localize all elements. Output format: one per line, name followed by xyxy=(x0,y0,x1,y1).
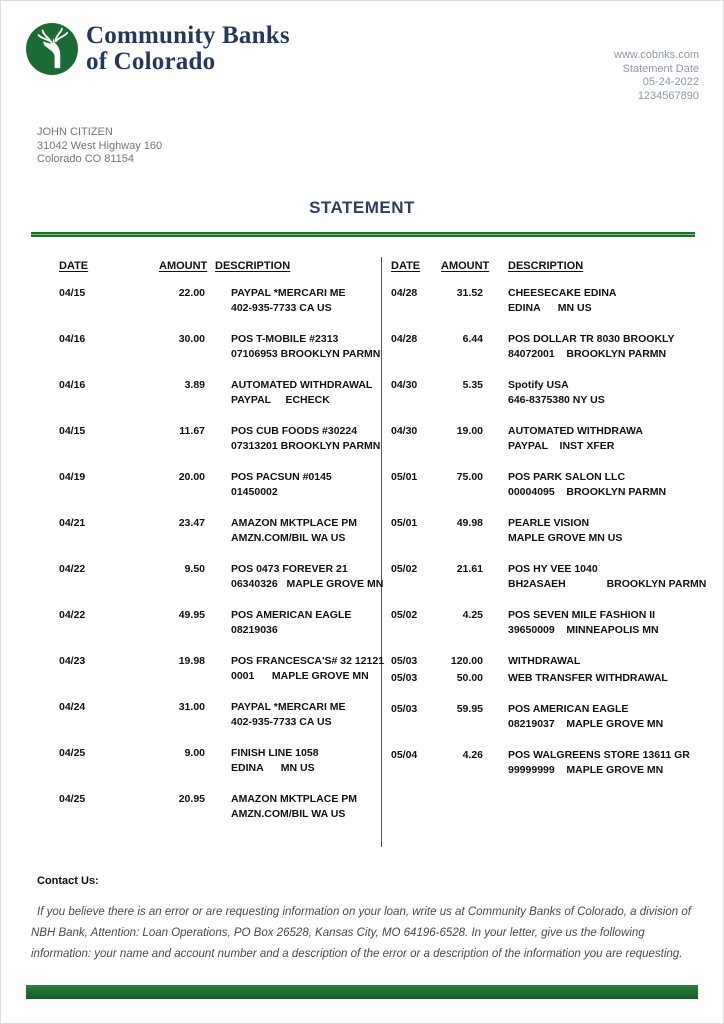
transaction-description-line: AMZN.COM/BIL WA US xyxy=(231,532,346,544)
amount-column-header: AMOUNT xyxy=(441,260,490,272)
page-title: STATEMENT xyxy=(309,198,415,217)
transaction-description xyxy=(483,671,713,686)
transaction-description xyxy=(205,792,374,822)
transaction-description xyxy=(483,286,713,316)
transaction-amount: 4.26 xyxy=(462,749,483,761)
transaction-amount: 21.61 xyxy=(456,563,483,575)
transactions-column-right xyxy=(391,259,713,794)
transaction-row xyxy=(391,608,713,638)
transaction-description-line: EDINA MN US xyxy=(231,762,315,774)
transaction-description-line: PEARLE VISION xyxy=(508,517,590,529)
transaction-description xyxy=(483,748,713,778)
transaction-date: 05/03 xyxy=(391,672,418,684)
transaction-amount: 49.95 xyxy=(178,609,205,621)
transaction-row xyxy=(59,654,385,684)
transaction-amount: 9.00 xyxy=(184,747,205,759)
transaction-date: 04/22 xyxy=(59,609,86,621)
transaction-description xyxy=(483,516,713,546)
transaction-amount: 5.35 xyxy=(462,379,483,391)
transaction-description xyxy=(483,608,713,638)
transaction-description xyxy=(205,378,374,408)
transaction-row xyxy=(59,332,381,362)
transaction-description-line: 39650009 MINNEAPOLIS MN xyxy=(508,624,659,636)
transaction-description-line: PAYPAL *MERCARI ME xyxy=(231,287,346,299)
transaction-description-line: Spotify USA xyxy=(508,379,569,391)
table-header-row xyxy=(59,259,374,274)
transaction-row xyxy=(391,424,713,454)
transaction-description-line: 07106953 BROOKLYN PARMN xyxy=(231,348,381,360)
transaction-description xyxy=(205,608,374,638)
transaction-description xyxy=(483,470,713,500)
transaction-amount: 9.50 xyxy=(184,563,205,575)
transaction-description xyxy=(205,332,380,362)
transaction-description-line: 0001 MAPLE GROVE MN xyxy=(231,670,369,682)
transaction-date: 04/28 xyxy=(391,287,418,299)
transaction-description-line: POS DOLLAR TR 8030 BROOKLY xyxy=(508,333,675,345)
recipient-address-line2: Colorado CO 81154 xyxy=(37,153,135,165)
transaction-amount: 19.98 xyxy=(178,655,205,667)
title-divider-rule xyxy=(31,232,695,237)
transaction-description xyxy=(205,746,374,776)
transaction-description-line: 00004095 BROOKLYN PARMN xyxy=(508,486,667,498)
transaction-description-line: WITHDRAWAL xyxy=(508,655,581,667)
bank-website: www.cobnks.com xyxy=(614,49,699,61)
transaction-row xyxy=(391,286,713,316)
transaction-amount: 20.00 xyxy=(178,471,205,483)
transaction-description-line: PAYPAL INST XFER xyxy=(508,440,615,452)
transaction-amount: 50.00 xyxy=(456,672,483,684)
transaction-description-line: 08219037 MAPLE GROVE MN xyxy=(508,718,664,730)
statement-date-value: 05-24-2022 xyxy=(642,76,699,88)
transaction-amount: 75.00 xyxy=(456,471,483,483)
transaction-row xyxy=(391,702,713,732)
transaction-description-line: 402-935-7733 CA US xyxy=(231,302,332,314)
transaction-description-line: AMZN.COM/BIL WA US xyxy=(231,808,346,820)
transaction-description-line: 06340326 MAPLE GROVE MN xyxy=(231,578,384,590)
transaction-description-line: MAPLE GROVE MN US xyxy=(508,532,623,544)
transaction-date: 04/28 xyxy=(391,333,418,345)
transaction-date: 04/16 xyxy=(59,379,86,391)
transaction-row xyxy=(391,516,713,546)
transaction-date: 04/22 xyxy=(59,563,86,575)
contact-us-label: Contact Us: xyxy=(37,875,99,887)
amount-column-header: AMOUNT xyxy=(159,260,208,272)
transaction-date: 05/01 xyxy=(391,517,418,529)
transaction-description-line: PAYPAL ECHECK xyxy=(231,394,330,406)
transaction-description-line: 84072001 BROOKLYN PARMN xyxy=(508,348,667,360)
error-notice-text: If you believe there is an error or are requesting information on your loan, write us at Community Banks of Colorado, a division of NBH Bank, Attention: Loan Operations, PO Box 26528, Kansas City, MO 64196-6528. In your letter, give us the following information: your name and account number and a description of the error or a description of the information you are requesting. xyxy=(31,906,691,960)
transaction-amount: 6.44 xyxy=(462,333,483,345)
transaction-date: 05/03 xyxy=(391,703,418,715)
transaction-row xyxy=(391,332,713,362)
transaction-description-line: AUTOMATED WITHDRAWA xyxy=(508,425,643,437)
transaction-description xyxy=(205,654,384,684)
transaction-description-line: FINISH LINE 1058 xyxy=(231,747,319,759)
transaction-description xyxy=(205,286,374,316)
transaction-amount: 11.67 xyxy=(179,425,205,437)
transaction-date: 04/25 xyxy=(59,793,86,805)
transaction-description-line: CHEESECAKE EDINA xyxy=(508,287,617,299)
bank-name-line2: of Colorado xyxy=(86,48,216,75)
transaction-row xyxy=(59,792,374,822)
transaction-description-line: AMAZON MKTPLACE PM xyxy=(231,793,357,805)
transaction-row xyxy=(59,286,374,316)
transaction-description-line: AMAZON MKTPLACE PM xyxy=(231,517,357,529)
description-column-header: DESCRIPTION xyxy=(508,260,584,272)
transaction-description-line: POS FRANCESCA'S# 32 12121 xyxy=(231,655,385,667)
transaction-amount: 4.25 xyxy=(462,609,483,621)
transaction-description-line: 08219036 xyxy=(231,624,278,636)
transaction-row xyxy=(59,562,384,592)
transaction-description xyxy=(205,516,374,546)
statement-date-label: Statement Date xyxy=(622,62,699,75)
account-number: 1234567890 xyxy=(637,89,699,102)
transaction-row xyxy=(59,746,374,776)
transaction-description-line: POS HY VEE 1040 xyxy=(508,563,598,575)
transaction-description xyxy=(205,424,380,454)
column-divider xyxy=(381,257,382,847)
transaction-amount: 59.95 xyxy=(456,703,483,715)
transaction-description xyxy=(483,332,713,362)
transaction-amount: 3.89 xyxy=(184,379,205,391)
transaction-description-line: POS 0473 FOREVER 21 xyxy=(231,563,348,575)
transaction-description-line: POS T-MOBILE #2313 xyxy=(231,333,339,345)
transaction-description-line: PAYPAL *MERCARI ME xyxy=(231,701,346,713)
description-column-header: DESCRIPTION xyxy=(215,260,291,272)
transaction-amount: 20.95 xyxy=(178,793,205,805)
transaction-description xyxy=(205,562,383,592)
transaction-description-line: EDINA MN US xyxy=(508,302,592,314)
transaction-date: 04/23 xyxy=(59,655,86,667)
transaction-description-line: AUTOMATED WITHDRAWAL xyxy=(231,379,373,391)
bank-name xyxy=(86,23,290,75)
footer-green-bar xyxy=(26,985,698,999)
transaction-description-line: 646-8375380 NY US xyxy=(508,394,605,406)
transaction-description xyxy=(483,424,713,454)
transaction-date: 04/16 xyxy=(59,333,86,345)
transaction-description xyxy=(483,702,713,732)
transaction-description xyxy=(483,654,713,669)
transaction-amount: 49.98 xyxy=(456,517,483,529)
transaction-amount: 19.00 xyxy=(456,425,483,437)
transaction-description xyxy=(483,378,713,408)
transaction-description-line: 402-935-7733 CA US xyxy=(231,716,332,728)
transaction-amount: 22.00 xyxy=(178,287,205,299)
transaction-description-line: POS WALGREENS STORE 13611 GR xyxy=(508,749,690,761)
transactions-column-left xyxy=(59,259,385,838)
transaction-row xyxy=(59,700,374,730)
transaction-row xyxy=(391,671,713,686)
recipient-address-line1: 31042 West Highway 160 xyxy=(37,139,163,152)
recipient-address-block xyxy=(37,126,162,167)
date-column-header: DATE xyxy=(391,260,421,272)
transaction-row xyxy=(59,424,381,454)
transaction-row xyxy=(391,654,713,669)
transaction-amount: 23.47 xyxy=(178,517,205,529)
transaction-amount: 31.52 xyxy=(456,287,483,299)
transaction-date: 04/30 xyxy=(391,379,418,391)
transaction-description-line: 07313201 BROOKLYN PARMN xyxy=(231,440,381,452)
transaction-description-line: POS SEVEN MILE FASHION II xyxy=(508,609,656,621)
bank-logo xyxy=(26,23,290,75)
transaction-date: 04/24 xyxy=(59,701,86,713)
transaction-amount: 30.00 xyxy=(178,333,205,345)
transaction-date: 05/02 xyxy=(391,563,418,575)
transaction-row xyxy=(391,378,713,408)
transaction-date: 04/25 xyxy=(59,747,86,759)
transaction-amount: 31.00 xyxy=(178,701,205,713)
date-column-header: DATE xyxy=(59,260,89,272)
transaction-date: 04/21 xyxy=(59,517,86,529)
statement-meta xyxy=(614,49,699,103)
transaction-row xyxy=(59,378,374,408)
transaction-description-line: 01450002 xyxy=(231,486,278,498)
transaction-date: 04/19 xyxy=(59,471,86,483)
transaction-amount: 120.00 xyxy=(450,655,483,667)
transaction-date: 04/30 xyxy=(391,425,418,437)
transaction-row xyxy=(391,470,713,500)
transaction-row xyxy=(391,748,713,778)
transaction-description-line: BH2ASAEH BROOKLYN PARMN xyxy=(508,578,707,590)
transaction-description-line: POS PARK SALON LLC xyxy=(508,471,626,483)
transaction-date: 05/04 xyxy=(391,749,418,761)
transaction-description-line: POS AMERICAN EAGLE xyxy=(231,609,352,621)
transaction-description-line: WEB TRANSFER WITHDRAWAL xyxy=(508,672,668,684)
transaction-row xyxy=(59,608,374,638)
transaction-date: 05/02 xyxy=(391,609,418,621)
transaction-description-line: POS AMERICAN EAGLE xyxy=(508,703,629,715)
transaction-date: 05/01 xyxy=(391,471,418,483)
transaction-row xyxy=(59,516,374,546)
bank-name-line1: Community Banks xyxy=(86,22,290,49)
transaction-description-line: POS PACSUN #0145 xyxy=(231,471,332,483)
transaction-date: 05/03 xyxy=(391,655,418,667)
elk-logo-icon xyxy=(26,23,78,75)
table-header-row xyxy=(391,259,713,274)
transaction-description-line: POS CUB FOODS #30224 xyxy=(231,425,358,437)
transaction-description xyxy=(205,470,374,500)
transaction-description-line: 99999999 MAPLE GROVE MN xyxy=(508,764,664,776)
transaction-description xyxy=(483,562,713,592)
transaction-date: 04/15 xyxy=(59,425,86,437)
transaction-date: 04/15 xyxy=(59,287,86,299)
transaction-row xyxy=(391,562,713,592)
recipient-name: JOHN CITIZEN xyxy=(37,126,113,138)
transaction-row xyxy=(59,470,374,500)
transaction-description xyxy=(205,700,374,730)
